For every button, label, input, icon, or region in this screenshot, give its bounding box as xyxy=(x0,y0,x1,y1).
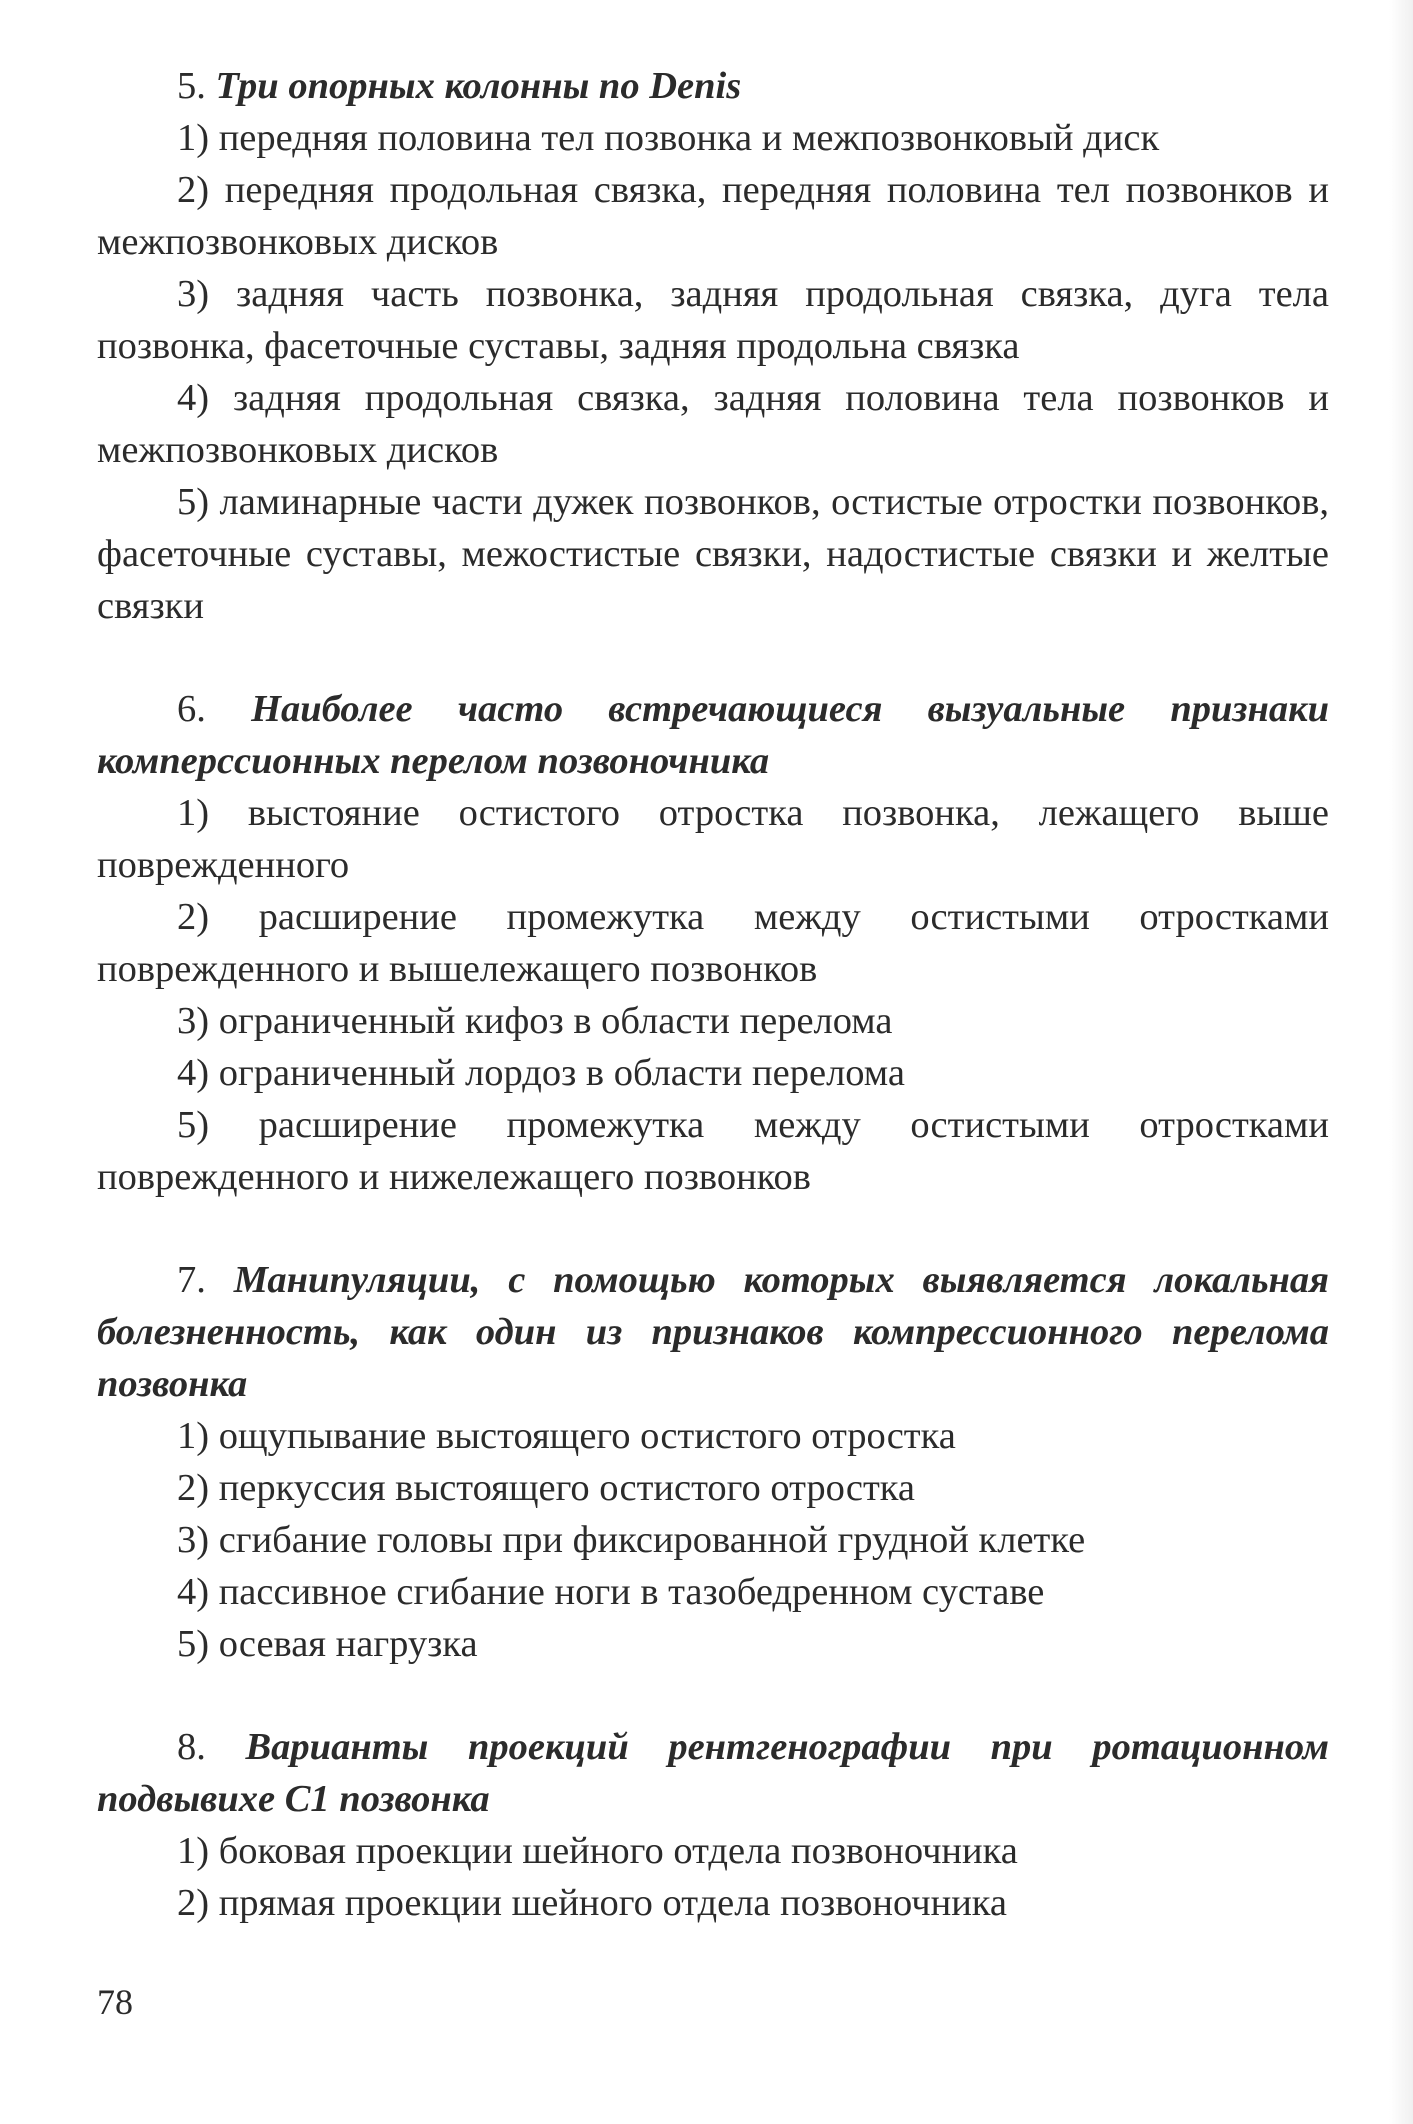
answer-option: 2) передняя продольная связка, передняя половина тел позвонков и межпозвонковых дисков xyxy=(97,169,1329,263)
answer-option: 3) задняя часть позвонка, задняя продольная связка, дуга тела позвонка, фасеточные суставы, задняя продольна связка xyxy=(97,273,1329,367)
question-number: 5. xyxy=(177,65,206,107)
page-edge-shadow xyxy=(1389,0,1413,2124)
question-number: 7. xyxy=(177,1259,206,1301)
answer-list xyxy=(97,787,1329,1203)
question-heading xyxy=(97,1254,1329,1410)
question-title: Варианты проекций рентгенографии при ротационном подвывихе С1 позвонка xyxy=(97,1726,1330,1820)
answer-option: 1) передняя половина тел позвонка и межпозвонковый диск xyxy=(177,117,1160,159)
question-5 xyxy=(97,60,1329,632)
answer-option: 2) перкуссия выстоящего остистого отростка xyxy=(177,1467,915,1509)
answer-option: 1) ощупывание выстоящего остистого отростка xyxy=(177,1415,956,1457)
answer-option: 1) выстояние остистого отростка позвонка, лежащего выше поврежденного xyxy=(97,792,1329,886)
question-title: Манипуляции, с помощью которых выявляется локальная болезненность, как один из признаков компрессионного перелома позвонка xyxy=(97,1259,1329,1405)
answer-list xyxy=(97,112,1329,632)
answer-option: 4) задняя продольная связка, задняя половина тела позвонков и межпозвонковых дисков xyxy=(97,377,1329,471)
question-heading xyxy=(97,60,1329,112)
question-title: Наиболее часто встречающиеся вызуальные признаки комперссионных перелом позвоночника xyxy=(97,688,1330,782)
answer-option: 2) расширение промежутка между остистыми отростками поврежденного и вышележащего позвонков xyxy=(97,896,1329,990)
answer-option: 5) расширение промежутка между остистыми отростками поврежденного и нижележащего позвонков xyxy=(97,1104,1329,1198)
answer-option: 2) прямая проекции шейного отдела позвоночника xyxy=(177,1882,1008,1924)
answer-option: 3) ограниченный кифоз в области перелома xyxy=(177,1000,893,1042)
answer-list xyxy=(97,1410,1329,1670)
question-heading xyxy=(97,683,1329,787)
answer-option: 5) ламинарные части дужек позвонков, остистые отростки позвонков, фасеточные суставы, межостистые связки, надостистые связки и желтые связки xyxy=(97,481,1329,627)
page-number: 78 xyxy=(97,1982,133,2022)
answer-list xyxy=(97,1825,1329,1929)
question-number: 6. xyxy=(177,688,206,730)
answer-option: 5) осевая нагрузка xyxy=(177,1623,478,1665)
question-8 xyxy=(97,1721,1329,1929)
page-content xyxy=(97,60,1329,1980)
answer-option: 4) пассивное сгибание ноги в тазобедренном суставе xyxy=(177,1571,1045,1613)
answer-option: 1) боковая проекции шейного отдела позвоночника xyxy=(177,1830,1018,1872)
question-number: 8. xyxy=(177,1726,206,1768)
question-6 xyxy=(97,683,1329,1203)
question-heading xyxy=(97,1721,1329,1825)
answer-option: 4) ограниченный лордоз в области перелома xyxy=(177,1052,905,1094)
question-title: Три опорных колонны по Denis xyxy=(215,65,742,107)
question-7 xyxy=(97,1254,1329,1670)
answer-option: 3) сгибание головы при фиксированной грудной клетке xyxy=(177,1519,1086,1561)
